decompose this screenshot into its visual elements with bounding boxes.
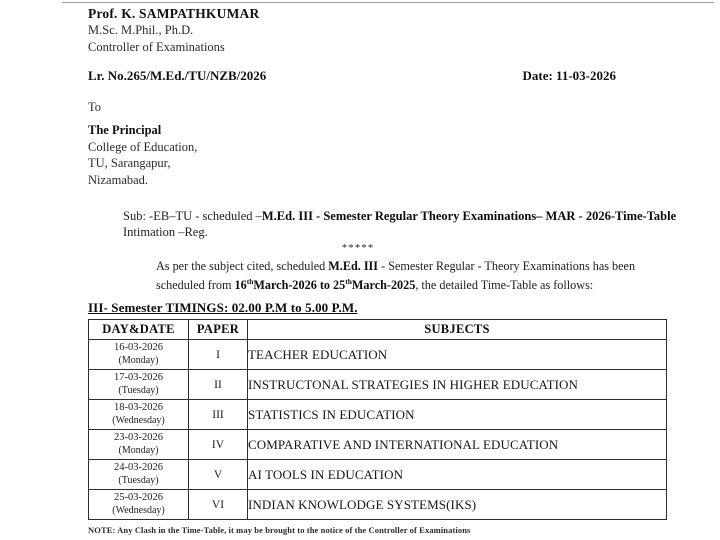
letter-date: Date: 11-03-2026 [522,68,616,83]
exam-weekday: (Monday) [118,354,159,366]
body-text-tail: , the detailed Time-Table as follows: [415,278,594,293]
subject-bold-2: Time-Table [615,209,677,223]
body-paragraph [156,258,656,293]
exam-weekday: (Wednesday) [112,414,165,426]
cell-day-date [89,430,189,460]
header-day-date: DAY&DATE [89,320,189,340]
date-from-suffix: th [246,277,254,286]
address-recipient: The Principal [88,123,162,137]
table-row [89,400,667,430]
officer-degrees: M.Sc. M.Phil., Ph.D. [88,23,194,37]
address-block [88,122,688,188]
cell-subject: STATISTICS IN EDUCATION [248,400,667,430]
address-line-3: Nizamabad. [88,172,149,187]
subject-line [123,208,683,240]
body-text-pre: As per the subject cited, scheduled [156,259,329,273]
cell-day-date [89,370,189,400]
cell-paper: I [189,340,248,370]
cell-day-date [89,460,189,490]
cell-paper: VI [189,490,248,520]
letterhead [88,5,688,56]
reference-line [88,68,616,84]
cell-paper: III [189,400,248,430]
letter-content [88,5,688,535]
subject-text-2: Intimation –Reg. [123,225,208,239]
table-row [89,430,667,460]
timetable [88,319,667,520]
cell-subject: COMPARATIVE AND INTERNATIONAL EDUCATION [248,430,667,460]
exam-date: 25-03-2026 [114,492,163,504]
cell-paper: V [189,460,248,490]
table-header-row [89,320,667,340]
exam-weekday: (Monday) [118,444,159,456]
address-line-1: College of Education, [88,139,198,154]
top-divider-rule [62,2,714,3]
timings-heading: III- Semester TIMINGS: 02.00 P.M to 5.00 P.M. [88,300,358,316]
exam-weekday: (Tuesday) [118,384,159,396]
cell-subject: INDIAN KNOWLODGE SYSTEMS(IKS) [248,490,667,520]
cell-subject: TEACHER EDUCATION [248,340,667,370]
address-line-2: TU, Sarangapur, [88,156,171,170]
cell-subject: AI TOOLS IN EDUCATION [248,460,667,490]
exam-date: 24-03-2026 [114,462,163,474]
cell-day-date [89,340,189,370]
date-to-month: March-2025 [351,278,416,293]
subject-label: Sub: - [123,209,154,223]
officer-role: Controller of Examinations [88,40,225,54]
subject-text-1: EB–TU - scheduled – [153,209,262,223]
cell-paper: IV [189,430,248,460]
exam-date: 18-03-2026 [114,402,163,414]
table-row [89,490,667,520]
table-row [89,340,667,370]
cell-day-date [89,490,189,520]
date-to-number: 25 [333,278,346,293]
body-bold-course: M.Ed. III [328,259,379,273]
exam-date: 16-03-2026 [114,342,163,354]
date-to-suffix: th [345,277,352,286]
date-from-number: 16 [234,278,247,293]
table-row [89,370,667,400]
to-label: To [88,100,102,114]
table-row [89,460,667,490]
date-from-month: March-2026 to [253,278,334,293]
exam-weekday: (Tuesday) [118,474,159,486]
cell-day-date [89,400,189,430]
officer-name: Prof. K. SAMPATHKUMAR [88,6,260,21]
letter-number: Lr. No.265/M.Ed./TU/NZB/2026 [88,68,267,83]
exam-weekday: (Wednesday) [112,504,165,516]
header-paper: PAPER [189,320,248,340]
body-text-post: - Semester Regular - Theory Examinations has been scheduled from [156,259,636,293]
cell-paper: II [189,370,248,400]
exam-date: 23-03-2026 [114,432,163,444]
header-subjects: SUBJECTS [248,320,667,340]
footer-note: NOTE: Any Clash in the Time-Table, it may be brought to the notice of the Controller of Examinations [88,525,471,536]
exam-date: 17-03-2026 [114,372,163,384]
subject-bold-1: M.Ed. III - Semester Regular Theory Examinations– MAR - 2026- [261,209,615,223]
cell-subject: INSTRUCTONAL STRATEGIES IN HIGHER EDUCATION [248,370,667,400]
star-separator: ***** [341,242,375,254]
